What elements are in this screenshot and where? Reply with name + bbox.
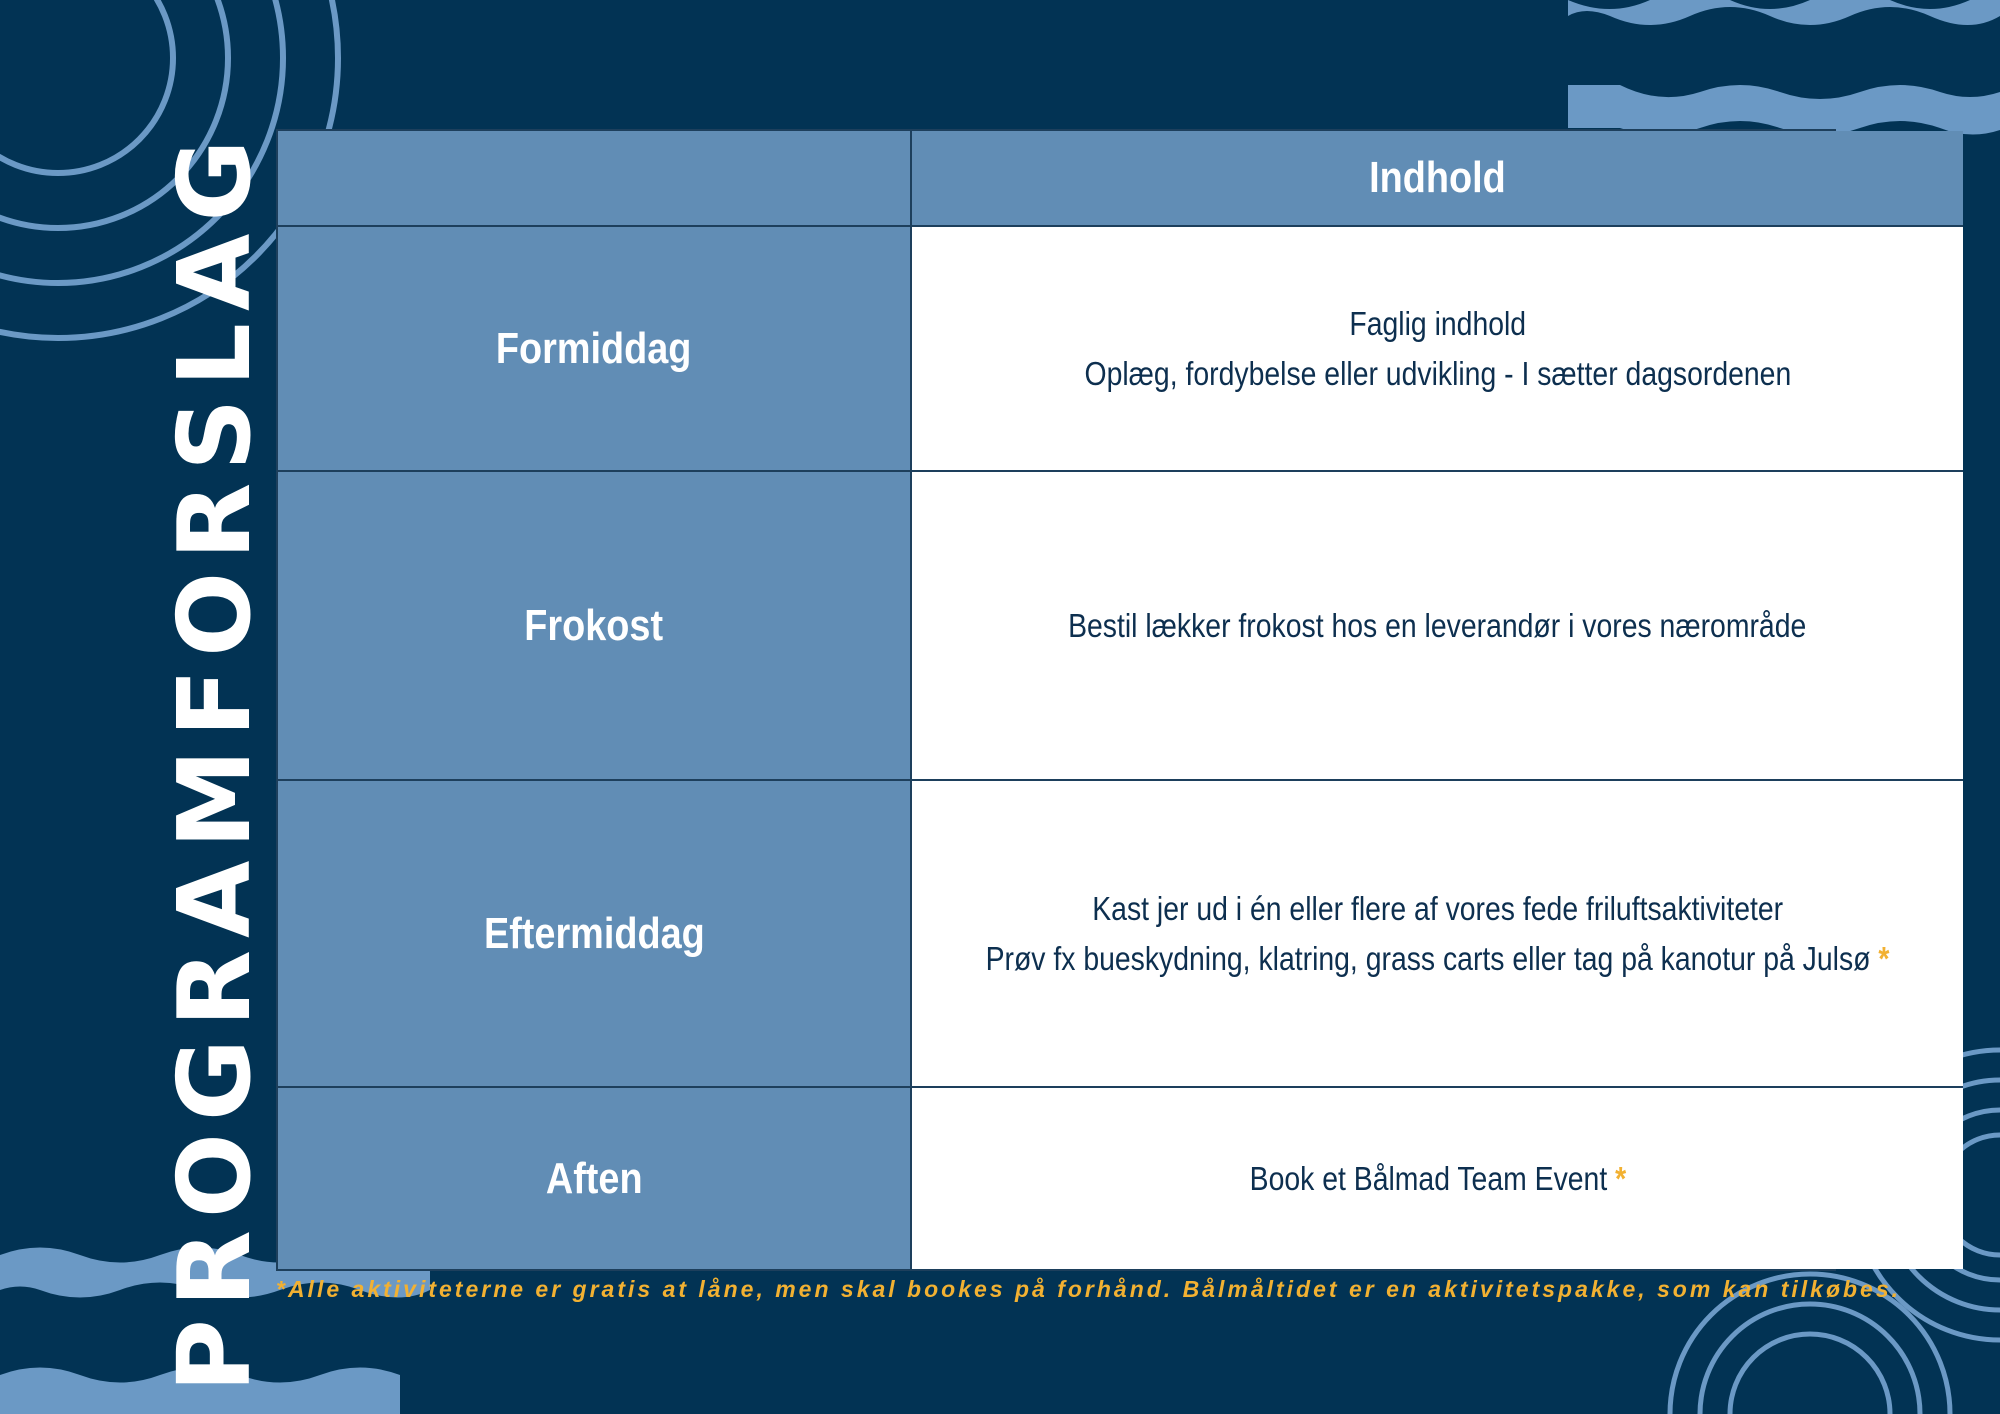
- time-slot-label: Formiddag: [496, 323, 692, 373]
- asterisk-marker: *: [1878, 939, 1890, 977]
- content-text: Prøv fx bueskydning, klatring, grass carts eller tag på kanotur på Julsø: [985, 939, 1871, 977]
- content-text: Book et Bålmad Team Event: [1249, 1159, 1607, 1197]
- content-line-with-asterisk: [986, 934, 1890, 984]
- content-line: Kast jer ud i én eller flere af vores fede friluftsaktiviteter: [1092, 889, 1783, 927]
- wave-shapes-top-right: [1568, 0, 2000, 135]
- row-label-cell-aften: [278, 1088, 912, 1269]
- row-label-cell-formiddag: [278, 227, 912, 472]
- table-header-empty-cell: [278, 131, 912, 227]
- table-header-content-cell: [912, 131, 1963, 227]
- row-label-cell-eftermiddag: [278, 781, 912, 1088]
- row-content-cell-frokost: [912, 472, 1963, 781]
- footnote: *Alle aktiviteterne er gratis at låne, men skal bookes på forhånd. Bålmåltidet er en aktivitetspakke, som kan tilkøbes.: [276, 1276, 1902, 1302]
- content-line: Oplæg, fordybelse eller udvikling - I sætter dagsordenen: [1084, 354, 1791, 392]
- row-label-cell-frokost: [278, 472, 912, 781]
- asterisk-marker: *: [1614, 1159, 1626, 1197]
- row-content-cell-aften: [912, 1088, 1963, 1269]
- time-slot-label: Eftermiddag: [483, 908, 705, 958]
- page-title: PROGRAMFORSLAG: [156, 127, 273, 1393]
- program-table: [276, 129, 1890, 1271]
- row-content-cell-formiddag: [912, 227, 1963, 472]
- content-column-header: Indhold: [1369, 153, 1506, 202]
- content-line-with-asterisk: [1249, 1154, 1626, 1204]
- time-slot-label: Aften: [545, 1153, 643, 1203]
- time-slot-label: Frokost: [524, 600, 664, 650]
- row-content-cell-eftermiddag: [912, 781, 1963, 1088]
- content-line: Bestil lækker frokost hos en leverandør i vores nærområde: [1068, 606, 1807, 644]
- content-line: Faglig indhold: [1349, 304, 1526, 342]
